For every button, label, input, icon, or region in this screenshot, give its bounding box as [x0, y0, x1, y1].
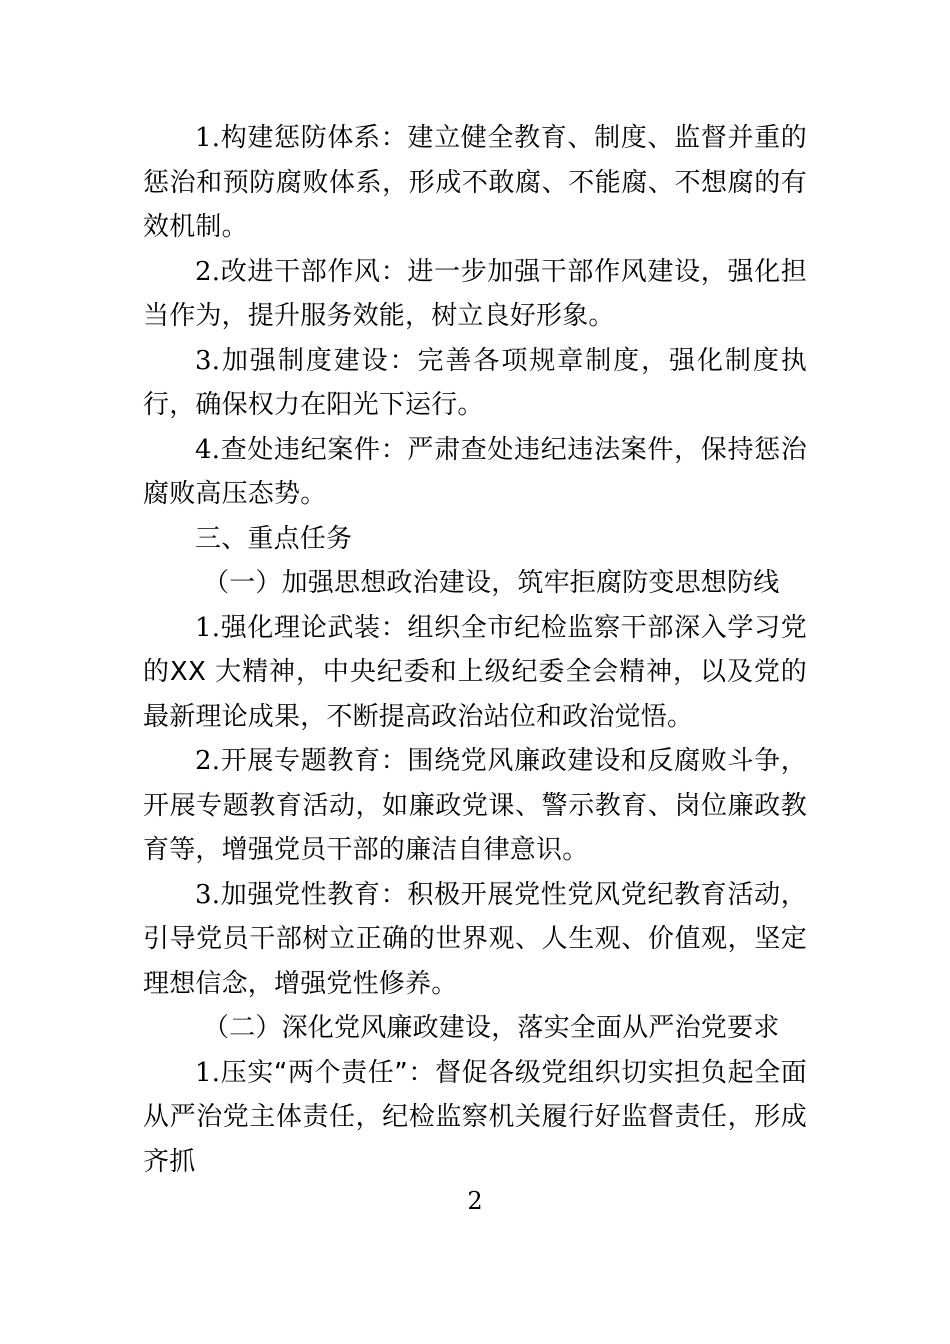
paragraph-number: 2. — [195, 256, 221, 287]
paragraph-text: 压实“两个责任”：督促各级党组织切实担负起全面从严治党主体责任，纪检监察机关履行好监督责任，形成齐抓 — [143, 1057, 807, 1177]
paragraph-text: 加强党性教育：积极开展党性党风党纪教育活动，引导党员干部树立正确的世界观、人生观、价值观，坚定理想信念，增强党性修养。 — [143, 879, 807, 999]
paragraph-text: 构建惩防体系：建立健全教育、制度、监督并重的惩治和预防腐败体系，形成不敢腐、不能腐、不想腐的有效机制。 — [143, 123, 807, 242]
page-number: 2 — [467, 1187, 483, 1215]
paragraph-theory-arming — [143, 606, 807, 740]
paragraph-text: 强化理论武装：组织全市纪检监察干部深入学习党的XX 大精神，中央纪委和上级纪委全会精神，以及党的最新理论成果，不断提高政治站位和政治觉悟。 — [143, 612, 807, 732]
paragraph-number: 1. — [195, 123, 221, 153]
paragraph-number: 3. — [195, 345, 221, 376]
paragraph-investigate-cases — [143, 428, 807, 517]
paragraph-special-education — [143, 739, 807, 873]
paragraph-improve-style — [143, 250, 807, 339]
section-heading: 三、重点任务 — [195, 523, 353, 554]
paragraph-text: 查处违纪案件：严肃查处违纪违法案件，保持惩治腐败高压态势。 — [143, 434, 807, 509]
paragraph-number: 1. — [195, 1057, 221, 1088]
paragraph-number: 1. — [195, 612, 221, 643]
subsection-heading-1: （一）加强思想政治建设，筑牢拒腐防变思想防线 — [203, 568, 780, 598]
paragraph-party-spirit — [143, 873, 807, 1007]
subsection-heading-2: （二）深化党风廉政建设，落实全面从严治党要求 — [203, 1013, 780, 1043]
document-body — [143, 116, 807, 1184]
paragraph-number: 4. — [195, 434, 221, 465]
paragraph-two-responsibilities — [143, 1051, 807, 1185]
paragraph-text: 加强制度建设：完善各项规章制度，强化制度执行，确保权力在阳光下运行。 — [143, 345, 807, 420]
paragraph-text: 开展专题教育：围绕党风廉政建设和反腐败斗争，开展专题教育活动，如廉政党课、警示教育、岗位廉政教育等，增强党员干部的廉洁自律意识。 — [143, 746, 807, 865]
paragraph-construct-system — [143, 116, 807, 250]
paragraph-number: 3. — [195, 879, 221, 910]
paragraph-strengthen-institutions — [143, 339, 807, 428]
paragraph-number: 2. — [195, 746, 221, 776]
paragraph-text: 改进干部作风：进一步加强干部作风建设，强化担当作为，提升服务效能，树立良好形象。 — [143, 256, 807, 331]
